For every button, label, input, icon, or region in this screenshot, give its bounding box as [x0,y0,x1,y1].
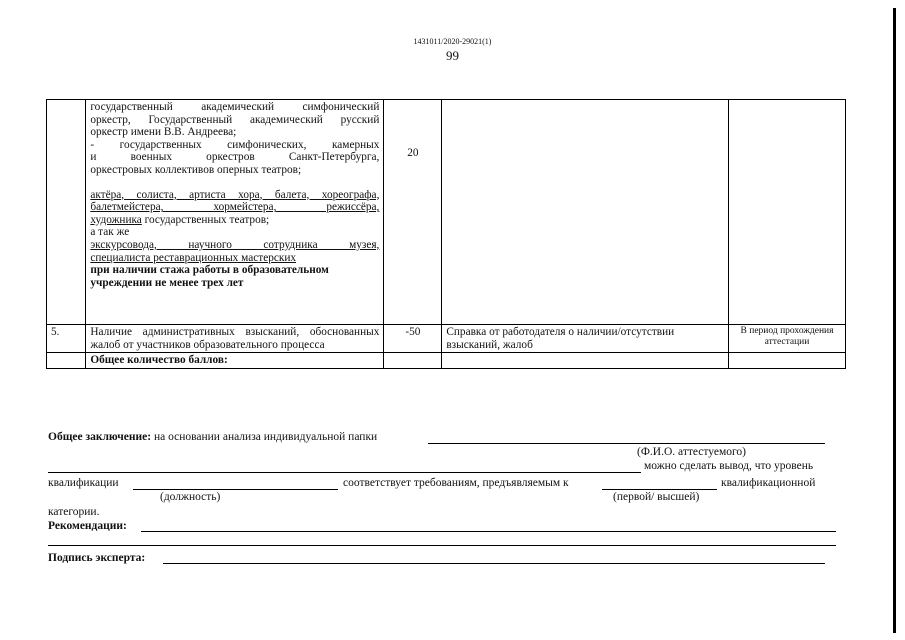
page-edge-rule [893,8,896,633]
page-number: 99 [446,48,459,63]
score-cell: -50 [384,325,442,353]
criterion-line: художника государственных театров; [90,213,270,226]
recommendations-label: Рекомендации: [48,520,127,532]
criterion-line: экскурсовода, научного сотрудника музея, [90,238,380,251]
criterion-line: - государственных симфонических, камерных [90,138,380,151]
row-number-cell [47,100,86,325]
position-field[interactable] [133,489,338,490]
document-cell: Справка от работодателя о наличии/отсутствии взысканий, жалоб [442,325,729,353]
criterion-cell [86,100,384,325]
document-cell [442,353,729,369]
can-conclude-text: можно сделать вывод, что уровень [644,460,814,472]
table-row [47,325,846,353]
conclusion-line [48,431,377,443]
signature-label: Подпись эксперта: [48,552,146,564]
criterion-line: специалиста реставрационных мастерских [90,251,297,264]
first-higher-hint: (первой/ высшей) [613,491,700,503]
fio-field[interactable] [428,443,825,444]
criterion-line: оркестр, Государственный академический русский [90,113,380,126]
criterion-line: балетмейстера, хормейстера, режиссёра, [90,201,380,214]
document-id: 1431011/2020-29021(1) [413,37,492,46]
score-cell: 20 [384,100,442,325]
qual-category-text: квалификационной [721,477,816,489]
meets-text: соответствует требованиям, предъявляемым к [343,477,569,489]
criterion-line: а так же [90,226,130,239]
category-field[interactable] [602,489,717,490]
fio-continuation-field[interactable] [48,472,641,473]
row-number-cell: 5. [47,325,86,353]
criterion-line: и военных оркестров Санкт-Петербурга, [90,151,380,164]
fio-hint: (Ф.И.О. аттестуемого) [637,446,746,458]
recommendations-field[interactable] [141,531,836,532]
qualification-label: квалификации [48,477,119,489]
row-number-cell [47,353,86,369]
table-row [47,100,846,325]
category-text: категории. [48,506,100,518]
criterion-line: учреждении не менее трех лет [90,276,244,289]
conclusion-text: на основании анализа индивидуальной папки [151,431,378,443]
recommendations-field-2[interactable] [48,545,836,546]
criteria-table [46,99,846,369]
conclusion-label: Общее заключение: [48,431,152,443]
criterion-line: оркестровых коллективов оперных театров; [90,163,302,176]
criterion-cell: Наличие административных взысканий, обоснованных жалоб от участников образовательного процесса [86,325,384,353]
criterion-line: при наличии стажа работы в образовательном [90,264,329,277]
period-cell [729,100,846,325]
position-hint: (должность) [160,491,221,503]
document-cell [442,100,729,325]
total-label-cell: Общее количество баллов: [86,353,384,369]
table-row [47,353,846,369]
criterion-line: оркестр имени В.В. Андреева; [90,126,237,139]
score-cell [384,353,442,369]
period-cell [729,353,846,369]
period-cell: В период прохождения аттестации [729,325,846,353]
criterion-line: актёра, солиста, артиста хора, балета, хореографа, [90,188,380,201]
signature-field[interactable] [163,563,825,564]
criterion-line: государственный академический симфонический [90,101,380,113]
